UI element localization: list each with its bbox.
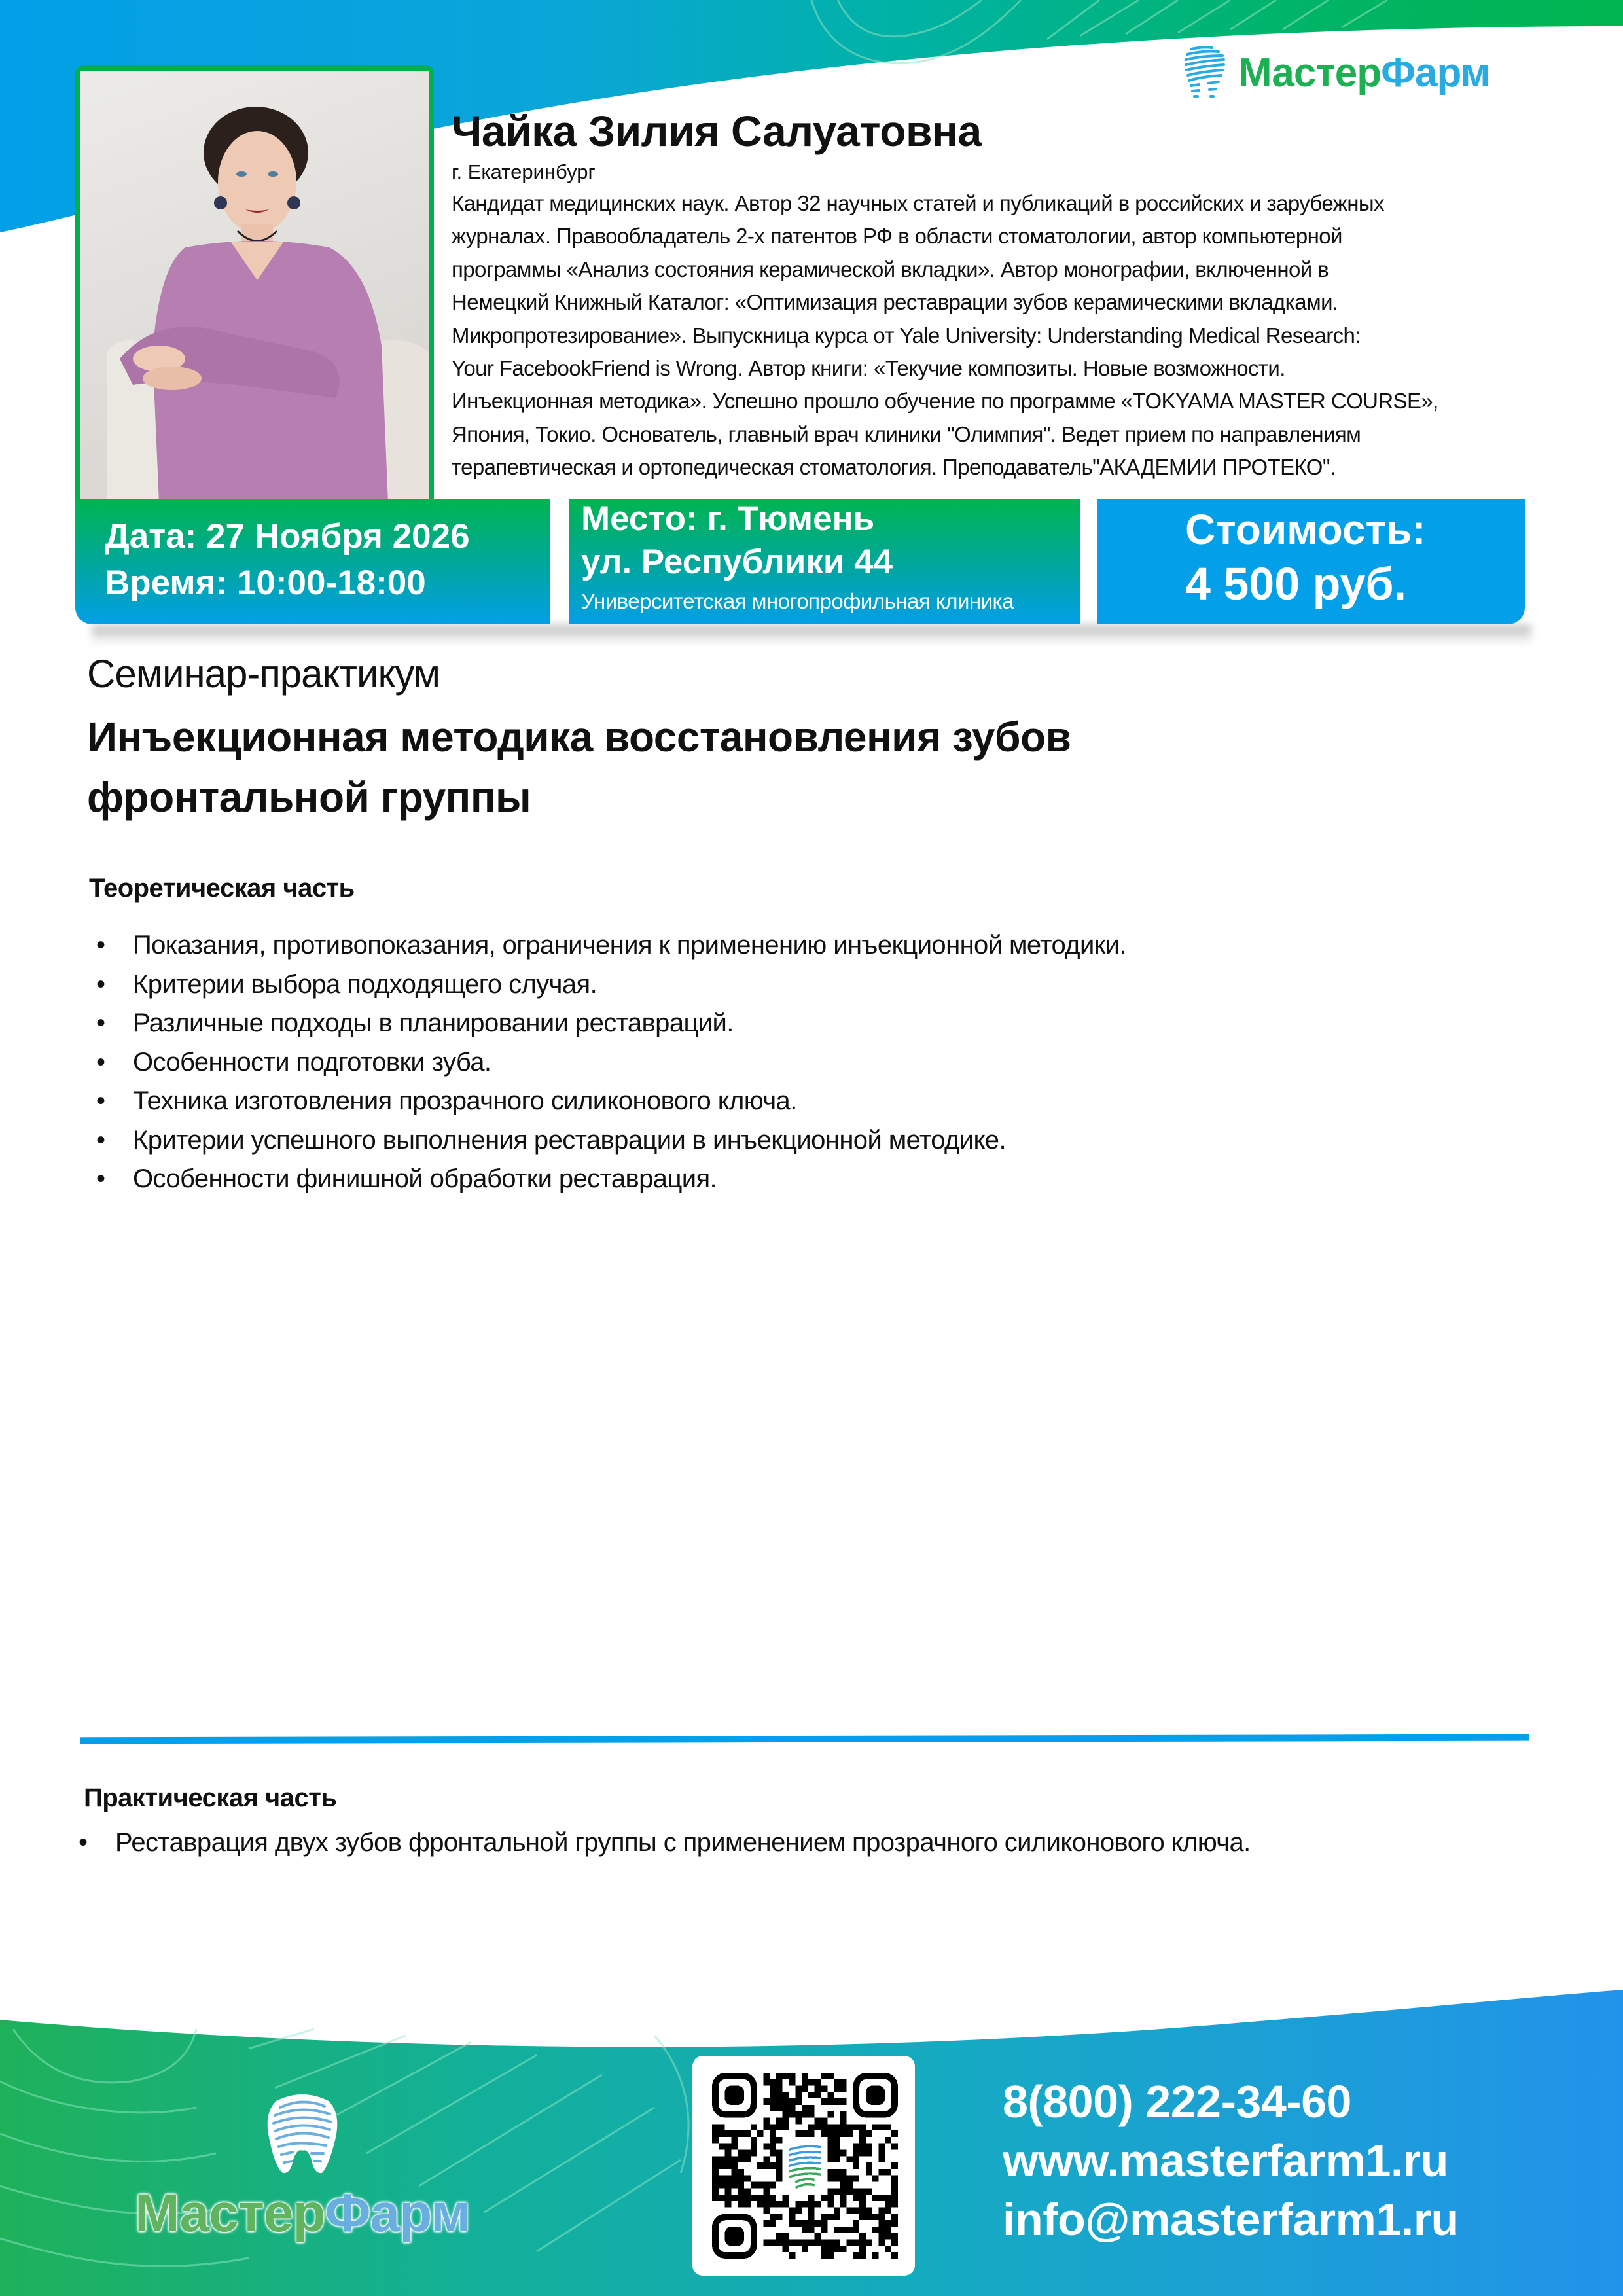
event-address: ул. Республики 44 (581, 543, 893, 581)
speaker-bio-line: программы «Анализ состояния керамической вкладки». Автор монографии, включенной в (452, 257, 1329, 281)
footer-logo (126, 2088, 479, 2244)
contacts (1003, 2072, 1459, 2249)
event-time: Время: 10:00-18:00 (105, 564, 426, 602)
speaker-bio-line: Your FacebookFriend is Wrong. Автор книги: «Текучие композиты. Новые возможности. (452, 356, 1285, 381)
header-logo (1183, 43, 1489, 102)
list-item: • Критерии успешного выполнения реставрации в инъекционной методике. (133, 1121, 1126, 1160)
speaker-info (452, 103, 1538, 484)
speaker-portrait-icon (80, 71, 429, 503)
tooth-logo-icon (1183, 45, 1229, 100)
speaker-bio-line: Немецкий Книжный Каталог: «Оптимизация реставрации зубов керамическими вкладками. (452, 290, 1338, 315)
footer-brand-wordmark (126, 2183, 479, 2244)
list-item: • Особенности подготовки зуба. (133, 1043, 1126, 1083)
practice-list (115, 1823, 1251, 1863)
theory-list (133, 926, 1126, 1199)
tooth-logo-icon (257, 2088, 348, 2179)
phone-number[interactable]: 8(800) 222-34-60 (1003, 2076, 1351, 2127)
website-link[interactable]: www.masterfarm1.ru (1003, 2135, 1448, 2186)
brand-wordmark (1238, 50, 1489, 96)
price-box (1097, 499, 1525, 624)
list-item: • Техника изготовления прозрачного силиконового ключа. (133, 1082, 1126, 1121)
list-item: • Особенности финишной обработки реставрация. (133, 1160, 1126, 1199)
list-item: • Различные подходы в планировании реставраций. (133, 1004, 1126, 1043)
theory-heading: Теоретическая часть (89, 874, 355, 903)
list-item: • Критерии выбора подходящего случая. (133, 965, 1126, 1005)
qr-card[interactable] (692, 2056, 915, 2276)
event-date: Дата: 27 Ноября 2026 (105, 517, 470, 556)
seminar-title-line: Инъекционная методика восстановления зубов (87, 713, 1071, 761)
speaker-name: Чайка Зилия Салуатовна (452, 107, 982, 155)
event-city: Место: г. Тюмень (581, 499, 875, 538)
date-time-box (75, 499, 550, 624)
brand-name-part1: Мастер (1238, 50, 1382, 96)
speaker-bio-line: журналах. Правообладатель 2-х патентов РФ в области стоматологии, автор компьютерной (452, 224, 1342, 249)
price-value: 4 500 руб. (1185, 558, 1407, 609)
list-item: • Реставрация двух зубов фронтальной группы с применением прозрачного силиконового ключа. (115, 1823, 1251, 1863)
seminar-title (87, 707, 1330, 827)
speaker-bio-line: Микропротезирование». Выпускница курса от Yale University: Understanding Medical Research: (452, 323, 1361, 348)
speaker-bio-line: Кандидат медицинских наук. Автор 32 научных статей и публикаций в российских и зарубежных (452, 191, 1384, 215)
speaker-photo (80, 71, 429, 503)
speaker-city: г. Екатеринбург (452, 160, 596, 183)
brand-name-part2: Фарм (325, 2183, 470, 2243)
brand-name-part1: Мастер (135, 2183, 325, 2243)
speaker-bio-line: Япония, Токио. Основатель, главный врач клиники "Олимпия". Ведет прием по направлениям (452, 422, 1361, 446)
speaker-bio-line: Инъекционная методика». Успешно прошло обучение по программе «TOKYAMA MASTER COURSE», (452, 389, 1438, 414)
seminar-type: Семинар-практикум (87, 652, 440, 696)
practice-heading: Практическая часть (84, 1784, 337, 1812)
info-boxes-shadow (92, 625, 1531, 645)
speaker-bio-line: терапевтическая и ортопедическая стоматология. Преподаватель"АКАДЕМИИ ПРОТЕКО". (452, 455, 1336, 480)
email-link[interactable]: info@masterfarm1.ru (1003, 2194, 1459, 2245)
price-label: Стоимость: (1185, 506, 1426, 553)
qr-code-icon[interactable] (712, 2070, 898, 2261)
event-venue: Университетская многопрофильная клиника (581, 589, 1014, 613)
list-item: • Показания, противопоказания, ограничения к применению инъекционной методики. (133, 926, 1126, 965)
section-divider (80, 1734, 1529, 1744)
seminar-title-line: фронтальной группы (87, 774, 531, 821)
place-box (569, 499, 1080, 624)
speaker-bio (452, 187, 1538, 484)
speaker-photo-frame (75, 65, 434, 503)
brand-name-part2: Фарм (1381, 50, 1490, 96)
